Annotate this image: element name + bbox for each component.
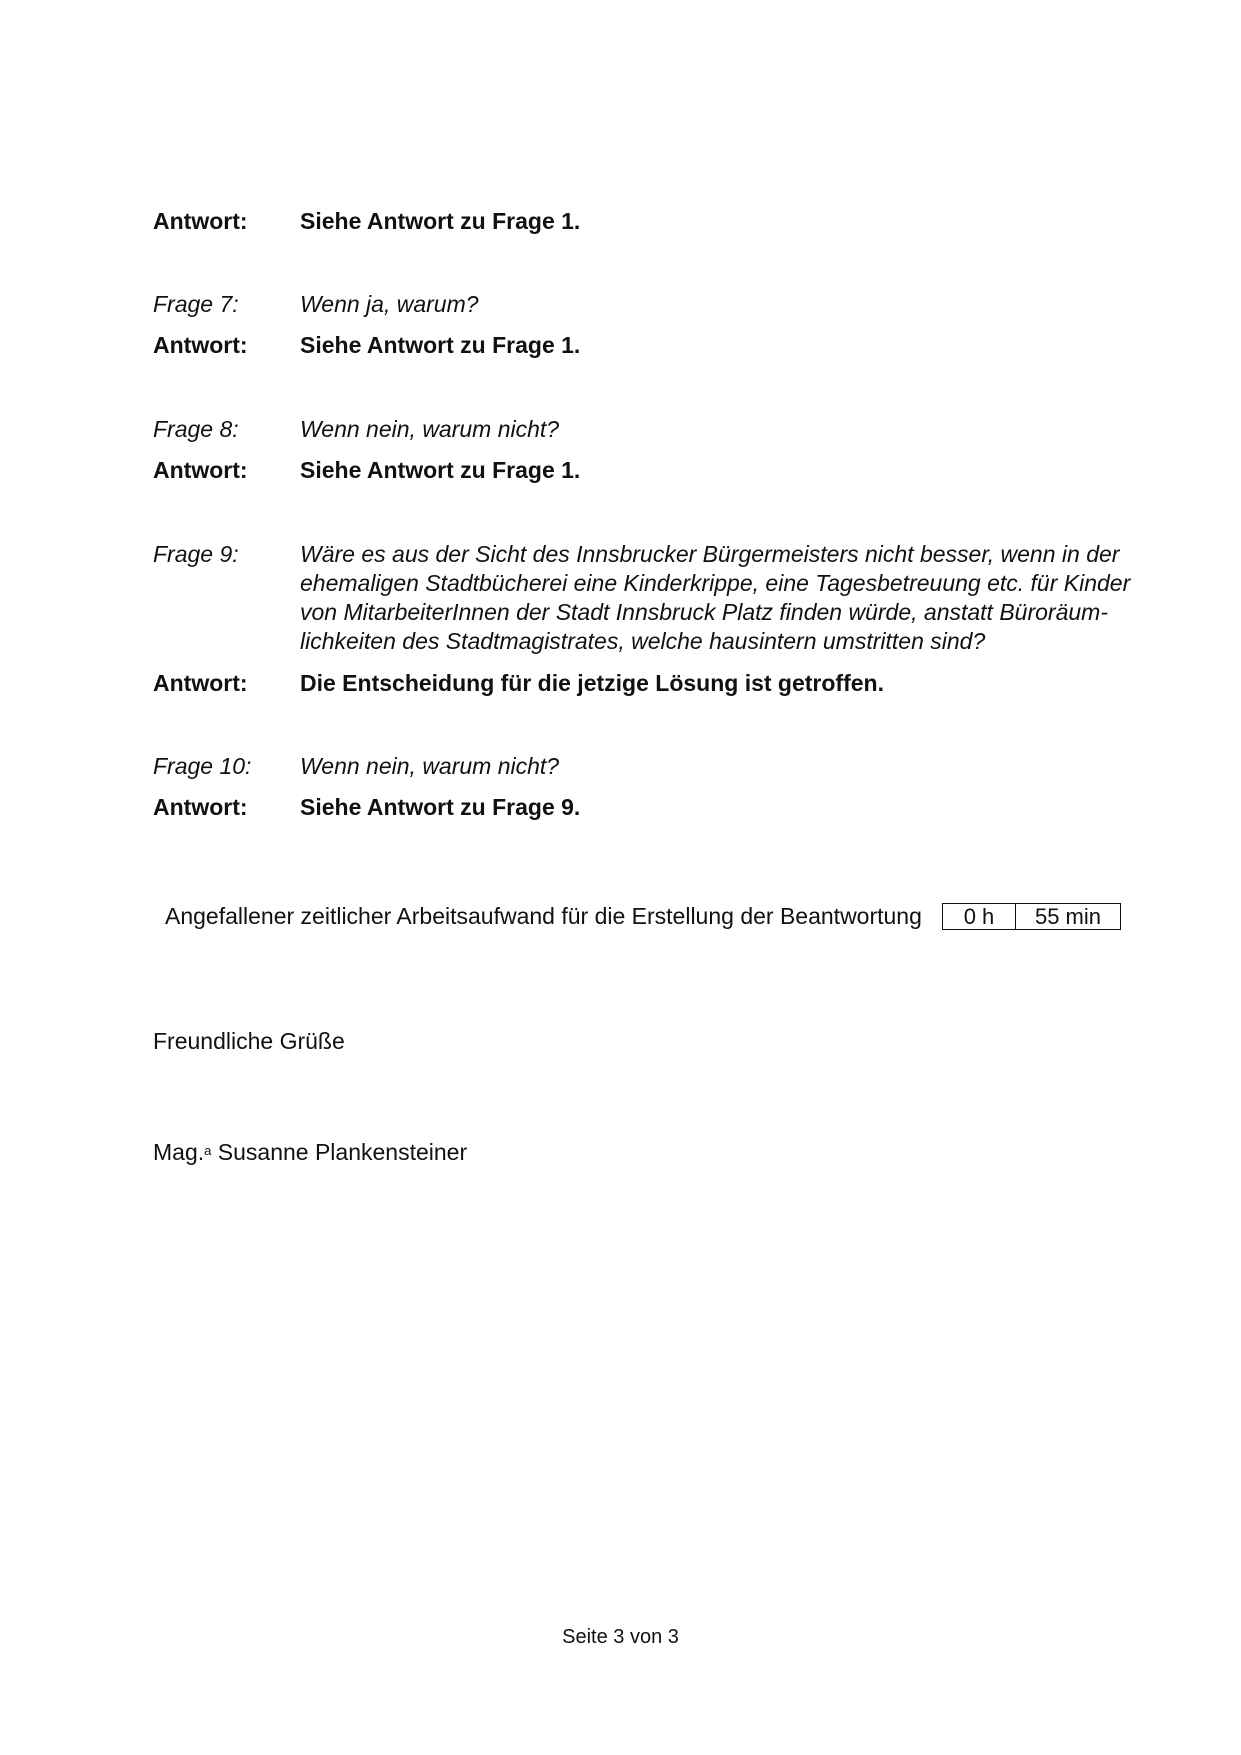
answer-label: Antwort: <box>153 332 248 358</box>
question-text: Wenn ja, warum? <box>300 291 479 317</box>
question-label: Frage 7: <box>153 291 239 317</box>
answer-text: Siehe Antwort zu Frage 1. <box>300 208 581 234</box>
signer-prefix: Mag. <box>153 1139 205 1165</box>
question-label: Frage 10: <box>153 753 252 779</box>
answer-text: Siehe Antwort zu Frage 9. <box>300 794 581 820</box>
answer-label: Antwort: <box>153 670 248 696</box>
question-line: lichkeiten des Stadtmagistrates, welche hausintern umstritten sind? <box>300 628 986 654</box>
question-line: ehemaligen Stadtbücherei eine Kinderkrippe, eine Tagesbetreuung etc. für Kinder <box>300 570 1131 596</box>
answer-text: Siehe Antwort zu Frage 1. <box>300 332 581 358</box>
question-text: Wenn nein, warum nicht? <box>300 753 560 779</box>
greeting: Freundliche Grüße <box>153 1028 345 1054</box>
page-number: Seite 3 von 3 <box>562 1626 679 1648</box>
signer-name: Susanne Plankensteiner <box>217 1139 468 1165</box>
answer-label: Antwort: <box>153 457 248 483</box>
answer-text: Die Entscheidung für die jetzige Lösung ist getroffen. <box>300 670 884 696</box>
answer-label: Antwort: <box>153 794 248 820</box>
answer-label: Antwort: <box>153 208 248 234</box>
effort-hours: 0 h <box>943 904 1016 929</box>
answer-text: Siehe Antwort zu Frage 1. <box>300 457 581 483</box>
question-text <box>300 540 1241 656</box>
effort-description: Angefallener zeitlicher Arbeitsaufwand für die Erstellung der Beantwortung <box>165 903 922 929</box>
effort-minutes: 55 min <box>1034 904 1102 929</box>
signature-line <box>153 1138 467 1167</box>
question-text: Wenn nein, warum nicht? <box>300 416 560 442</box>
question-label: Frage 9: <box>153 541 239 567</box>
effort-table <box>942 903 1121 930</box>
question-line: von MitarbeiterInnen der Stadt Innsbruck Platz finden würde, anstatt Büroräum- <box>300 599 1108 625</box>
effort-line <box>165 901 1125 931</box>
signer-prefix-superscript: a <box>204 1143 212 1158</box>
question-line: Wäre es aus der Sicht des Innsbrucker Bürgermeisters nicht besser, wenn in der <box>300 541 1120 567</box>
question-label: Frage 8: <box>153 416 239 442</box>
